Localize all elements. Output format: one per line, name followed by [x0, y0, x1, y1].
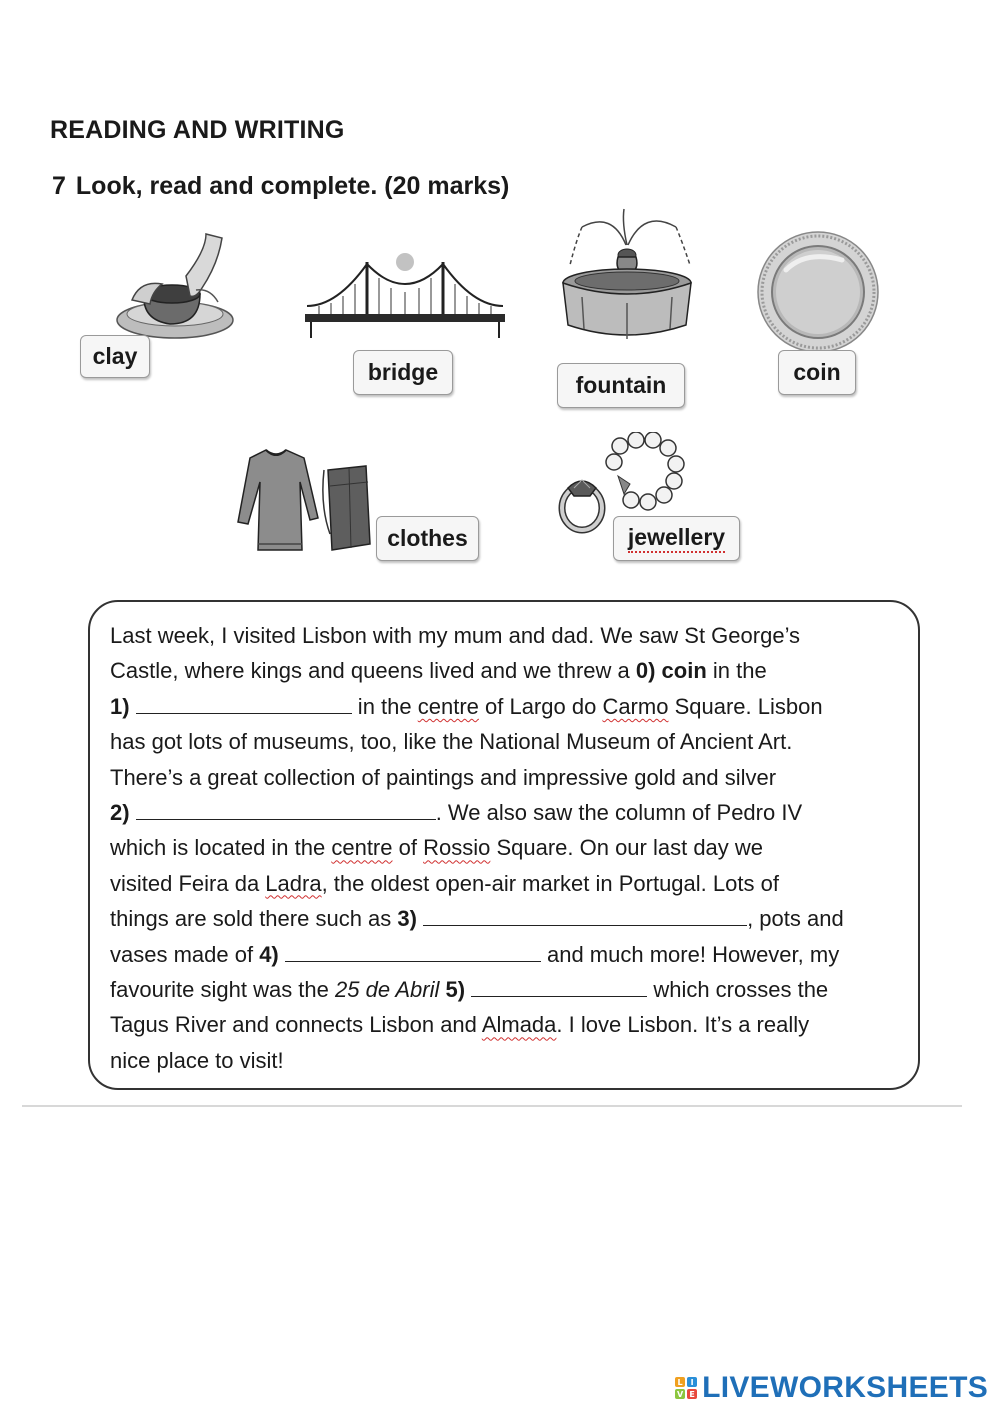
- word-label-jewellery: jewellery: [613, 516, 740, 561]
- bridge-icon: [305, 248, 505, 340]
- brand-tile-e: E: [687, 1389, 697, 1399]
- word-label-clay: clay: [80, 335, 150, 378]
- task-title: [52, 172, 509, 201]
- answer-blank-2[interactable]: [136, 801, 436, 820]
- clothes-icon: [228, 446, 378, 556]
- word-label-clothes: clothes: [376, 516, 479, 561]
- answer-blank-5[interactable]: [471, 978, 647, 997]
- example-answer: 0) coin: [635, 658, 707, 684]
- divider: [22, 1105, 962, 1107]
- coin-icon: [756, 230, 880, 354]
- task-number: 7: [52, 172, 66, 200]
- fountain-icon: [552, 205, 702, 355]
- brand-tile-l: L: [675, 1377, 685, 1387]
- brand-tile-v: V: [677, 1389, 684, 1399]
- brand-name: LIVEWORKSHEETS: [702, 1371, 988, 1404]
- answer-blank-3[interactable]: [423, 907, 747, 926]
- answer-blank-4[interactable]: [285, 943, 541, 962]
- liveworksheets-icon: [675, 1377, 697, 1399]
- word-label-coin: coin: [778, 350, 856, 395]
- reading-passage: Last week, I visited Lisbon with my mum and dad. We saw St George’s Castle, where kings and queens lived and we threw a 0) coin in the 1) in the centre of Largo do Carmo Square. Lisbon has got lots of museums, too, like the National Museum of Ancient Art. There’s a great collection of paintings and impressive gold and silver 2) . We also saw the column of Pedro IV which is located in the centre of Rossio Square. On our last day we visited Feira da Ladra, the oldest open-air market in Portugal. Lots of things are sold there such as 3) , pots and vases made of 4) and much more! However, my favourite sight was the 25 de Abril 5) which crosses the Tagus River and connects Lisbon and Almada. I love Lisbon. It’s a really nice place to visit!: [110, 623, 844, 1073]
- word-label-bridge: bridge: [353, 350, 453, 395]
- answer-blank-1[interactable]: [136, 695, 352, 714]
- word-label-fountain: fountain: [557, 363, 685, 408]
- liveworksheets-logo[interactable]: [675, 1371, 988, 1405]
- section-title: READING AND WRITING: [50, 116, 345, 144]
- brand-tile-i: I: [687, 1377, 697, 1387]
- task-instruction: Look, read and complete. (20 marks): [75, 172, 510, 200]
